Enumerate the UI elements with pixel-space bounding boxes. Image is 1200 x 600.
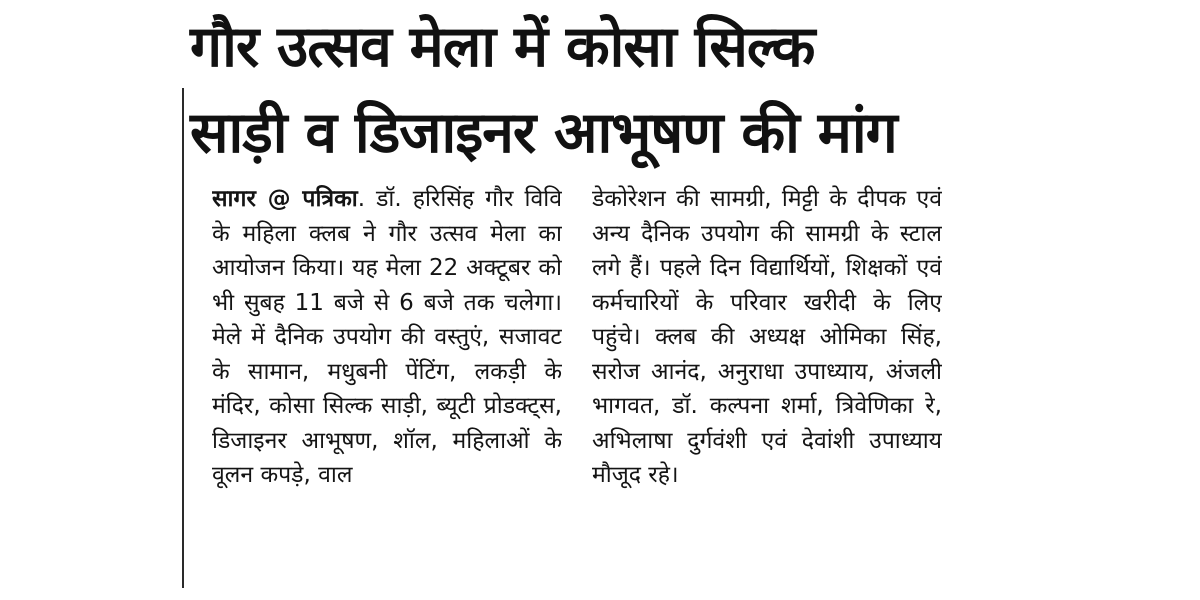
column-1-text: . डॉ. हरिसिंह गौर विवि के महिला क्लब ने गौर उत्सव मेला का आयोजन किया। यह मेला 22 अक्टूबर को भी सुबह 11 बजे से 6 बजे तक चलेगा। मेले में दैनिक उपयोग की वस्तुएं, सजावट के सामान, मधुबनी पेंटिंग, लकड़ी के मंदिर, कोसा सिल्क साड़ी, ब्यूटी प्रोडक्ट्स, डिजाइनर आभूषण, शॉल, महिलाओं के वूलन कपड़े, वाल <box>212 186 562 488</box>
headline-line-1: गौर उत्सव मेला में कोसा सिल्क <box>190 14 815 80</box>
column-rule <box>182 88 184 588</box>
headline <box>190 4 950 176</box>
article-column-2 <box>592 182 942 598</box>
article-column-1 <box>212 182 562 598</box>
headline-line-2: साड़ी व डिजाइनर आभूषण की मांग <box>190 100 897 166</box>
column-2-text: डेकोरेशन की सामग्री, मिट्टी के दीपक एवं अन्य दैनिक उपयोग की सामग्री के स्टाल लगे हैं। पहले दिन विद्यार्थियों, शिक्षकों एवं कर्मचारियों के परिवार खरीदी के लिए पहुंचे। क्लब की अध्यक्ष ओमिका सिंह, सरोज आनंद, अनुराधा उपाध्याय, अंजली भागवत, डॉ. कल्पना शर्मा, त्रिवेणिका रे, अभिलाषा दुर्गवंशी एवं देवांशी उपाध्याय मौजूद रहे। <box>592 186 942 488</box>
dateline: सागर @ पत्रिका <box>212 186 358 212</box>
article-body <box>212 182 942 598</box>
